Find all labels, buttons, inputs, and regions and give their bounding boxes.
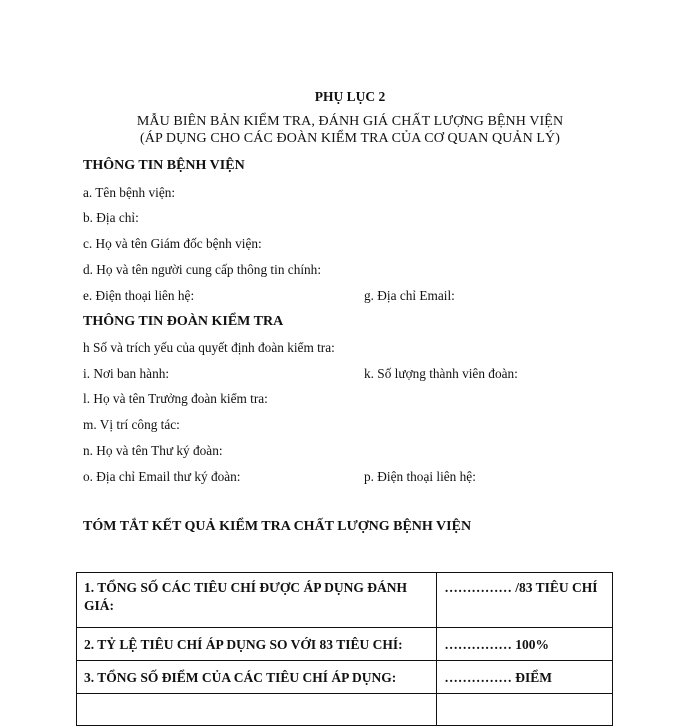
hospital-phone-field: e. Điện thoại liên hệ: <box>83 288 195 303</box>
informant-field: d. Họ và tên người cung cấp thông tin chính: <box>83 262 322 277</box>
member-count-field: k. Số lượng thành viên đoàn: <box>364 366 518 381</box>
hospital-director-field: c. Họ và tên Giám đốc bệnh viện: <box>83 236 262 251</box>
hospital-email-field: g. Địa chỉ Email: <box>364 288 455 303</box>
decision-field: h Số và trích yếu của quyết định đoàn kiểm tra: <box>83 340 335 355</box>
total-score-value: …………… ĐIỂM <box>437 661 613 694</box>
table-row <box>77 661 613 694</box>
summary-table <box>76 572 613 726</box>
team-leader-field: l. Họ và tên Trưởng đoàn kiểm tra: <box>83 391 268 406</box>
total-score-label: 3. TỔNG SỐ ĐIỂM CỦA CÁC TIÊU CHÍ ÁP DỤNG: <box>77 661 437 694</box>
secretary-email-field: o. Địa chỉ Email thư ký đoàn: <box>83 469 241 484</box>
appendix-label: PHỤ LỤC 2 <box>314 89 386 104</box>
table-row <box>77 694 613 726</box>
criteria-ratio-label: 2. TỶ LỆ TIÊU CHÍ ÁP DỤNG SO VỚI 83 TIÊU CHÍ: <box>77 628 437 661</box>
document-title: MẪU BIÊN BẢN KIỂM TRA, ĐÁNH GIÁ CHẤT LƯỢNG BỆNH VIỆN <box>136 114 564 129</box>
document-subtitle: (ÁP DỤNG CHO CÁC ĐOÀN KIỂM TRA CỦA CƠ QUAN QUẢN LÝ) <box>139 131 561 146</box>
inspection-team-heading: THÔNG TIN ĐOÀN KIỂM TRA <box>83 314 284 329</box>
position-field: m. Vị trí công tác: <box>83 417 180 432</box>
next-row-label <box>77 694 437 726</box>
table-row <box>77 573 613 628</box>
secretary-field: n. Họ và tên Thư ký đoàn: <box>83 443 223 458</box>
table-row <box>77 628 613 661</box>
hospital-name-field: a. Tên bệnh viện: <box>83 185 176 200</box>
summary-heading: TÓM TẮT KẾT QUẢ KIỂM TRA CHẤT LƯỢNG BỆNH VIỆN <box>83 519 472 534</box>
criteria-ratio-value: …………… 100% <box>437 628 613 661</box>
secretary-phone-field: p. Điện thoại liên hệ: <box>364 469 476 484</box>
hospital-info-heading: THÔNG TIN BỆNH VIỆN <box>83 158 245 173</box>
hospital-address-field: b. Địa chỉ: <box>83 210 139 225</box>
criteria-count-value: …………… /83 TIÊU CHÍ <box>437 573 613 628</box>
criteria-count-label: 1. TỔNG SỐ CÁC TIÊU CHÍ ĐƯỢC ÁP DỤNG ĐÁNH GIÁ: <box>77 573 437 628</box>
next-row-value <box>437 694 613 726</box>
issuer-field: i. Nơi ban hành: <box>83 366 170 381</box>
